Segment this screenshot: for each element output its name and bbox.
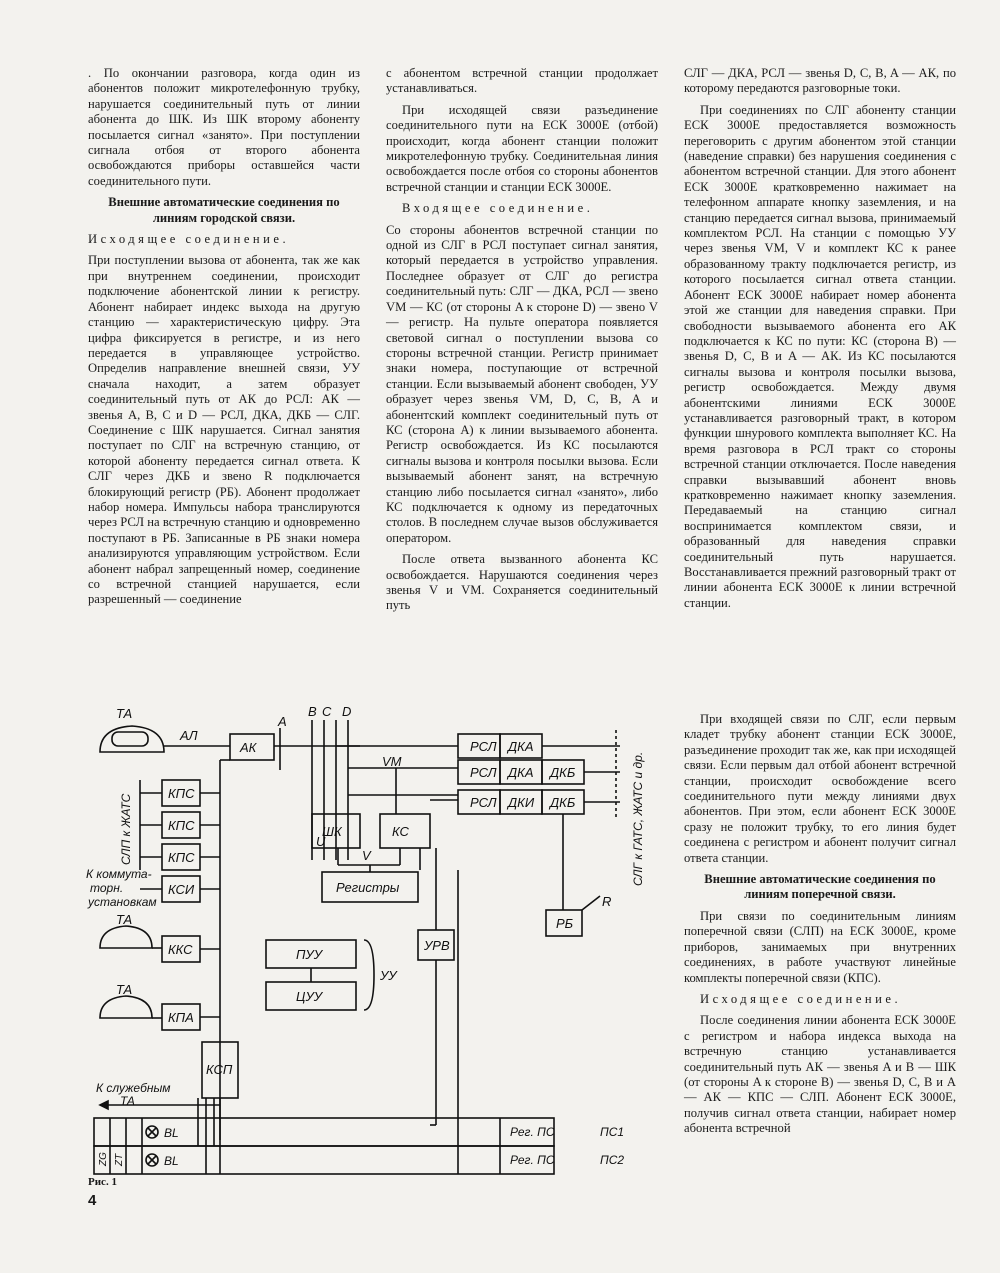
paragraph: . По окончании разговора, когда один из абонентов положит микротелефонную трубку, нарушается соединительный путь от линии абонента до ШК. Из ШК второму абоненту посылается сигнал «занято». При поступлении сигнала отбоя от второго абонента освобождаются приборы оставшейся части соединительного пути. <box>88 66 360 188</box>
label-link-a: A <box>278 714 287 729</box>
paragraph: При соединениях по СЛГ абоненту станции ЕСК 3000Е предоставляется возможность переговорить с другим абонентом этой станции (наведение справки) без нарушения соединения с абонентом встречной станции. Для этого абонент ЕСК 3000Е кратковременно нажимает на телефонном аппарате кнопку заземления, и на станцию передается сигнал вызова, принимаемый комплектом РСЛ. На станции с помощью УУ через звенья VM, V и комплект КС к ранее образованному тракту подключается регистр, из которого посылается сигнал ответа станции. Абонент ЕСК 3000Е набирает номер абонента этой же станции для наведения справки. При свободности вызываемого абонента его АК подключается к КС по пути: КС (сторона B) — звенья D, C, B и A — АК. Из КС посылаются сигналы вызова и контроля посылки вызова, регистр освобождается. Между двумя абонентскими линиями ЕСК 3000Е устанавливается разговорный тракт, в котором функции шнурового комплекта выполняет КС. На время разговора в РСЛ тракт со стороны встречной станции отключается. После наведения справки вызывавший абонент вновь кратковременно нажимает кнопку заземления. Передаваемый на станцию сигнал воспринимается комплектом связи, и образованный для наведения справки соединительный путь нарушается. Восстанавливается прежний разговорный тракт от линии абонента ЕСК 3000Е к линии встречной станции. <box>684 102 956 610</box>
paragraph: После ответа вызванного абонента КС освобождается. Нарушаются соединения через звенья V и VM. Сохраняется соединительный путь <box>386 552 658 613</box>
ps1-row <box>94 1118 554 1146</box>
label-bl-2: BL <box>164 1154 179 1168</box>
subheading <box>386 201 658 216</box>
label-dkb-2: ДКБ <box>550 765 576 780</box>
label-rb: РБ <box>556 916 574 931</box>
section-heading: Внешние автоматические соединения по линиям поперечной связи. <box>704 872 936 902</box>
label-kps-2: КПС <box>168 818 195 833</box>
label-to-switchboards-2: торн. <box>90 881 124 895</box>
label-ksp: КСП <box>206 1062 233 1077</box>
telephone-icon <box>100 926 152 948</box>
label-puu: ПУУ <box>296 947 323 962</box>
subheading-text: Исходящее соединение. <box>700 991 902 1006</box>
paragraph: При поступлении вызова от абонента, так же как при внутреннем соединении, происходит подключение абонентской линии к регистру. Абонент набирает индекс выхода на другую станцию — характеристическую цифру. Эта цифра фиксируется в регистре, и из него передается в управляющее устройство. Определив направление внешней связи, УУ сначала находит, а затем образует соединительный путь от АК до РСЛ: АК — звенья A, B, C и D — РСЛ, ДКА, ДКБ — СЛГ. Соединение с ШК нарушается. Сигнал занятия поступает по СЛГ на встречную станцию, от которой абоненту передается сигнал ответа. К СЛГ через ДКБ и звено R подключается блокирующий регистр (РБ). Абонент продолжает набор номера. Импульсы набора транслируются через РСЛ на встречную станцию и одновременно поступают в РБ. Записанные в РБ знаки номера анализируются управляющим устройством. Если абонент набрал запрещенный номер, соединение со встречной станцией нарушается, если разрешенный — соединение <box>88 253 360 607</box>
label-uu: УУ <box>380 968 397 983</box>
label-bl-1: BL <box>164 1126 179 1140</box>
label-slg: СЛГ к ГАТС, ЖАТС и др. <box>631 751 645 886</box>
label-kks: ККС <box>168 942 193 957</box>
label-rsl-2: РСЛ <box>470 765 497 780</box>
telephone-icon <box>100 996 152 1018</box>
label-kps-3: КПС <box>168 850 195 865</box>
column-2 <box>386 66 658 620</box>
label-ksi: КСИ <box>168 882 195 897</box>
telephone-icon <box>100 726 164 752</box>
paragraph: СЛГ — ДКА, РСЛ — звенья D, C, B, A — АК, по которому передаются разговорные токи. <box>684 66 956 96</box>
figure-caption: Рис. 1 <box>88 1176 117 1188</box>
subheading <box>88 232 360 247</box>
label-dkb-3: ДКБ <box>550 795 576 810</box>
paragraph: При исходящей связи разъединение соединительного пути на ЕСК 3000Е (отбой) происходит, когда абонент станции положит микротелефонную трубку. Соединительная линия освобождается после отбоя со стороны абонентов встречной станции и станции ЕСК 3000Е. <box>386 102 658 194</box>
label-zt: ZT <box>114 1153 125 1166</box>
label-rsl-3: РСЛ <box>470 795 497 810</box>
label-registers: Регистры <box>336 880 400 895</box>
label-u: U <box>316 834 326 849</box>
subheading-text: Входящее соединение. <box>402 201 594 216</box>
label-to-service: К служебным <box>96 1081 171 1095</box>
label-v: V <box>362 848 371 863</box>
label-al: АЛ <box>180 728 198 743</box>
column-3-continued <box>684 712 956 1143</box>
label-to-service-2: ТА <box>120 1094 135 1108</box>
label-ks: КС <box>392 824 409 839</box>
label-dka-1: ДКА <box>508 739 534 754</box>
label-slp: СЛП к ЖАТС <box>119 793 133 865</box>
paragraph: После соединения линии абонента ЕСК 3000Е с регистром и набора индекса выхода на встречную станцию устанавливается соединительный путь АК — звенья A и B — ШК (от стороны A к стороне B) — звенья D, C, B и A — АК — КПС — СЛП. Абонент ЕСК 3000Е, получив сигнал ответа станции, набирает номер абонента встречной <box>684 1013 956 1136</box>
label-ps2: ПС2 <box>600 1153 625 1167</box>
label-zg: ZG <box>98 1152 109 1166</box>
label-link-d: D <box>342 704 352 719</box>
paragraph: Со стороны абонентов встречной станции по одной из СЛГ в РСЛ поступает сигнал занятия, который передается в устройство управления. Последнее образует от СЛГ до регистра соединительный путь: СЛГ — ДКА, РСЛ — звено VM — КС (от стороны A к стороне D) — звено V — регистр. На пульте оператора появляется световой сигнал о поступлении вызова со стороны встречной станции. Регистр принимает знаки номера, поступающие от встречной станции. Если вызываемый абонент свободен, УУ образует через звенья VM, D, C, B, A и абонентский комплект соединительный путь от КС (сторона A) к линии вызываемого абонента. Регистр освобождается. Из КС посылаются сигналы вызова и контроля посылки вызова. Если вызываемый абонент занят, на встречную станцию либо посылается сигнал «занято», либо КС подключается к одному из передаточных столов. В последнем случае вызов обслуживается оператором. <box>386 222 658 545</box>
block-diagram <box>80 700 660 1180</box>
label-shk: ШК <box>322 824 342 839</box>
paragraph: При входящей связи по СЛГ, если первым кладет трубку абонент станции ЕСК 3000Е, разъединение проходит так же, как при исходящей связи. Если первым дал отбой абонент встречной станции, происходит освобождение всего соединительного пути между линиями двух абонентов. При этом, если абонент ЕСК 3000Е сразу не положит трубку, то его линия будет соединена с регистром и абонент получит сигнал ответа станции. <box>684 712 956 865</box>
label-urv: УРВ <box>424 938 450 953</box>
label-to-switchboards-3: установкам <box>88 895 157 909</box>
label-reg-ps-2: Рег. ПС <box>510 1153 555 1167</box>
label-vm: VM <box>382 754 402 769</box>
label-kpa: КПА <box>168 1010 194 1025</box>
label-to-switchboards: К коммута- <box>86 867 152 881</box>
subheading <box>684 992 956 1007</box>
column-1 <box>88 66 360 614</box>
subheading-text: Исходящее соединение. <box>88 232 290 247</box>
section-heading: Внешние автоматические соединения по линиям городской связи. <box>108 195 340 225</box>
label-link-c: C <box>322 704 332 719</box>
label-rsl-1: РСЛ <box>470 739 497 754</box>
label-ta-3: ТА <box>116 982 133 997</box>
label-ta: ТА <box>116 706 133 721</box>
label-ak: АК <box>240 740 257 755</box>
label-tsuu: ЦУУ <box>296 989 323 1004</box>
label-kps-1: КПС <box>168 786 195 801</box>
label-link-b: B <box>308 704 317 719</box>
label-dki-3: ДКИ <box>508 795 535 810</box>
label-ta-2: ТА <box>116 912 133 927</box>
ps2-row <box>94 1146 554 1174</box>
label-reg-ps-1: Рег. ПС <box>510 1125 555 1139</box>
column-3 <box>684 66 956 617</box>
label-ps1: ПС1 <box>600 1125 625 1139</box>
label-dka-2: ДКА <box>508 765 534 780</box>
paragraph: При связи по соединительным линиям поперечной связи (СЛП) на ЕСК 3000Е, кроме приборов, занимаемых при внутренних соединениях, в работе участвуют линейные комплекты поперечной связи (КПС). <box>684 908 956 985</box>
page-number: 4 <box>88 1192 97 1209</box>
paragraph: с абонентом встречной станции продолжает устанавливаться. <box>386 66 658 96</box>
label-r: R <box>602 894 612 909</box>
